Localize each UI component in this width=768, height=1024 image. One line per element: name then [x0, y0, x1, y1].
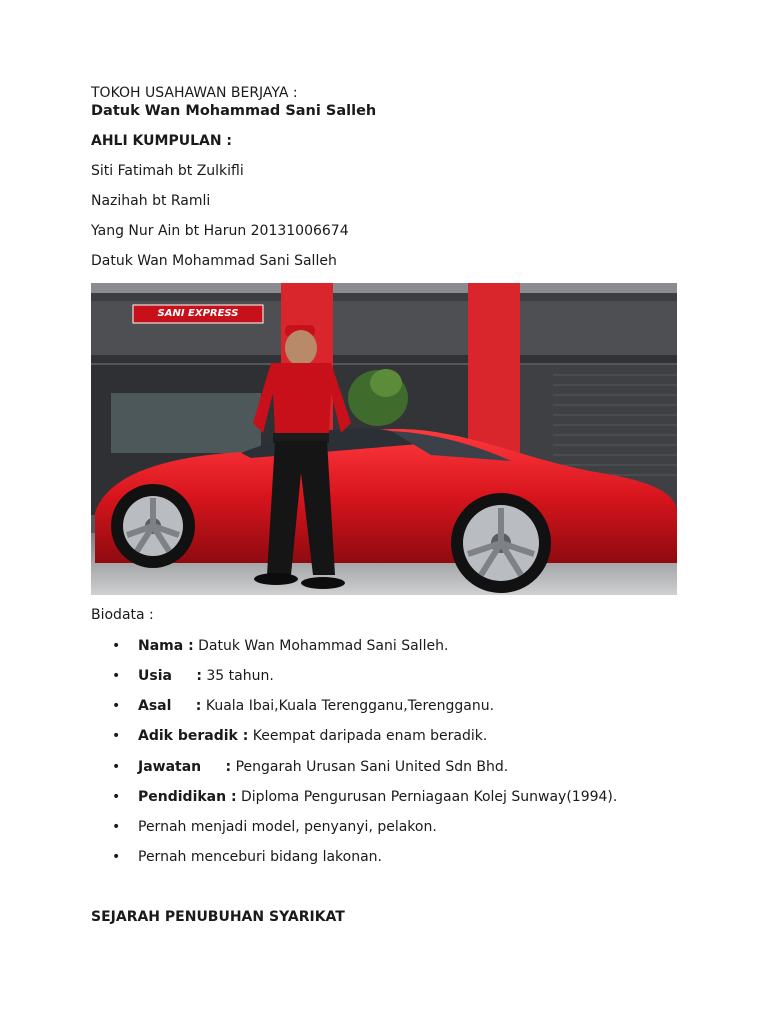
entrepreneur-name-heading: Datuk Wan Mohammad Sani Salleh — [91, 103, 377, 119]
header-label: TOKOH USAHAWAN BERJAYA : — [91, 85, 298, 101]
group-member-3: Yang Nur Ain bt Harun 20131006674 — [91, 223, 349, 239]
biodata-item-1 — [112, 637, 448, 655]
company-history-heading: SEJARAH PENUBUHAN SYARIKAT — [91, 909, 345, 925]
group-members-title: AHLI KUMPULAN : — [91, 133, 233, 149]
bullet-icon: • — [112, 759, 121, 775]
group-member-2: Nazihah bt Ramli — [91, 193, 211, 209]
biodata-label: Nama : — [138, 638, 194, 654]
biodata-value: Diploma Pengurusan Perniagaan Kolej Sunway(1994). — [236, 789, 618, 805]
biodata-value: Pernah menjadi model, penyanyi, pelakon. — [138, 819, 437, 835]
entrepreneur-photo — [91, 283, 677, 595]
group-member-1: Siti Fatimah bt Zulkifli — [91, 163, 244, 179]
biodata-value: Datuk Wan Mohammad Sani Salleh. — [193, 638, 449, 654]
biodata-item-7 — [112, 818, 437, 836]
biodata-value: 35 tahun. — [201, 668, 274, 684]
bullet-icon: • — [112, 698, 121, 714]
bullet-icon: • — [112, 819, 121, 835]
biodata-item-8 — [112, 848, 382, 866]
bullet-icon: • — [112, 728, 121, 744]
bullet-icon: • — [112, 638, 121, 654]
biodata-label: Jawatan : — [138, 759, 232, 775]
biodata-item-2 — [112, 667, 274, 685]
photo-sign-text: SANI EXPRESS — [157, 308, 239, 319]
biodata-label: Pendidikan : — [138, 789, 237, 805]
biodata-item-5 — [112, 758, 508, 776]
biodata-value: Pernah menceburi bidang lakonan. — [138, 849, 383, 865]
biodata-value: Kuala Ibai,Kuala Terengganu,Terengganu. — [201, 698, 495, 714]
biodata-item-3 — [112, 697, 494, 715]
bullet-icon: • — [112, 789, 121, 805]
bullet-icon: • — [112, 668, 121, 684]
biodata-heading: Biodata : — [91, 607, 154, 623]
biodata-item-6 — [112, 788, 617, 806]
biodata-value: Pengarah Urusan Sani United Sdn Bhd. — [231, 759, 509, 775]
biodata-item-4 — [112, 727, 487, 745]
biodata-label: Adik beradik : — [138, 728, 249, 744]
group-member-4: Datuk Wan Mohammad Sani Salleh — [91, 253, 337, 269]
biodata-value: Keempat daripada enam beradik. — [248, 728, 488, 744]
biodata-label: Usia : — [138, 668, 202, 684]
photo-illustration — [91, 283, 677, 595]
biodata-label: Asal : — [138, 698, 202, 714]
bullet-icon: • — [112, 849, 121, 865]
